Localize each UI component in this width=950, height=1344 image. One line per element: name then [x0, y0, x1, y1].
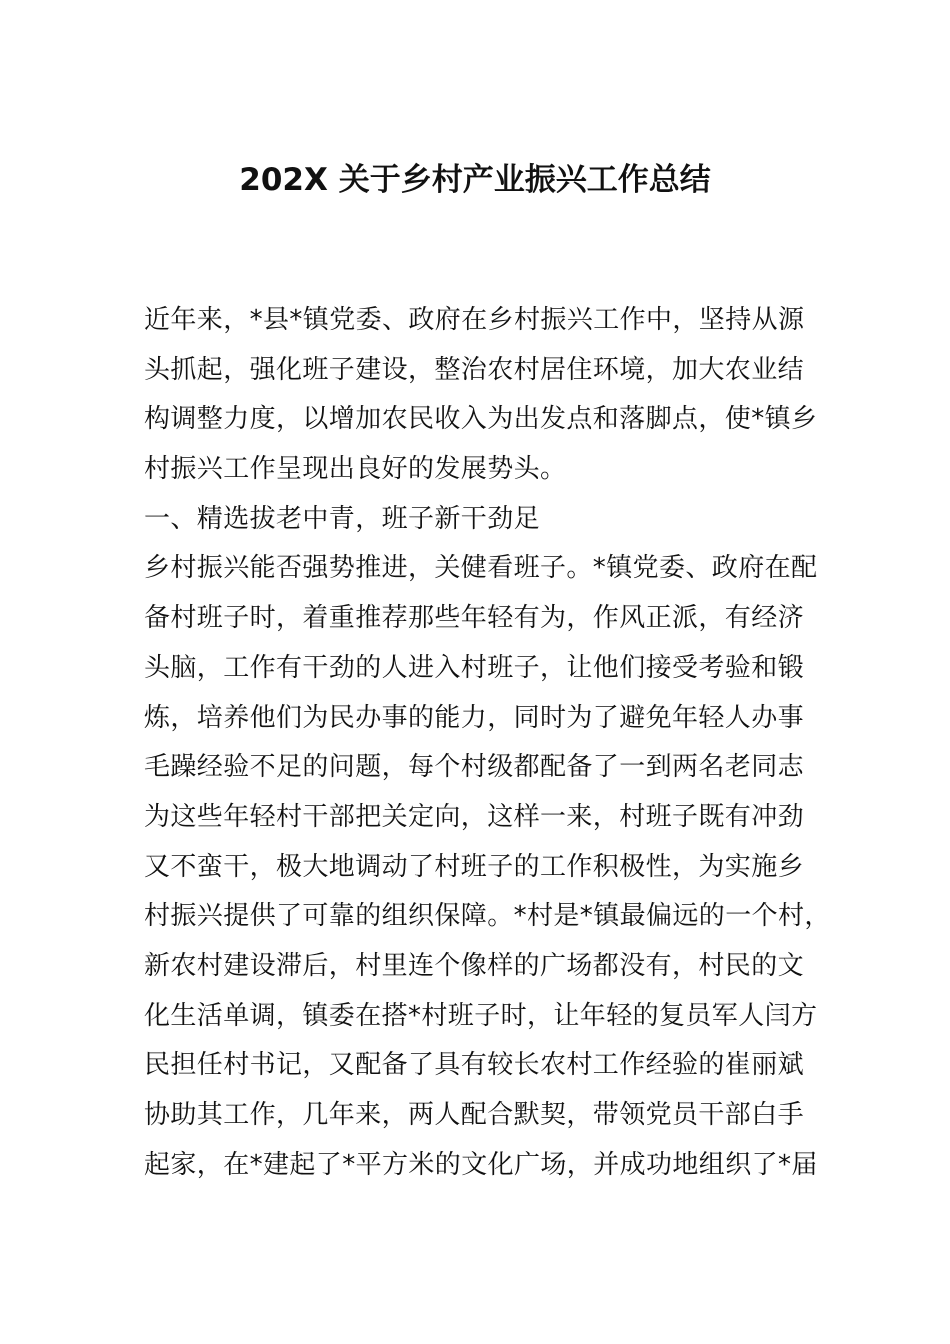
- paragraph-line: 新农村建设滞后，村里连个像样的广场都没有，村民的文: [144, 950, 805, 981]
- paragraph-line: 毛躁经验不足的问题，每个村级都配备了一到两名老同志: [144, 752, 805, 783]
- paragraph-line: 化生活单调，镇委在搭*村班子时，让年轻的复员军人闫方: [144, 1000, 818, 1031]
- paragraph-line: 又不蛮干，极大地调动了村班子的工作积极性，为实施乡: [144, 851, 805, 882]
- paragraph-line: 民担任村书记，又配备了具有较长农村工作经验的崔丽斌: [144, 1050, 805, 1081]
- paragraph-line: 村振兴提供了可靠的组织保障。*村是*镇最偏远的一个村，: [144, 901, 831, 932]
- paragraph-line: 乡村振兴能否强势推进，关健看班子。*镇党委、政府在配: [144, 553, 818, 584]
- paragraph-line: 头抓起，强化班子建设，整治农村居住环境，加大农业结: [144, 354, 805, 385]
- document-body: [144, 296, 844, 1190]
- paragraph-line: 近年来，*县*镇党委、政府在乡村振兴工作中，坚持从源: [144, 305, 805, 335]
- section-heading: 一、精选拔老中青，班子新干劲足: [144, 503, 541, 534]
- document-title: 202X 关于乡村产业振兴工作总结: [239, 162, 711, 198]
- paragraph-line: 协助其工作，几年来，两人配合默契，带领党员干部白手: [144, 1100, 805, 1130]
- paragraph-line: 村振兴工作呈现出良好的发展势头。: [144, 454, 567, 485]
- paragraph-line: 备村班子时，着重推荐那些年轻有为，作风正派，有经济: [144, 603, 805, 634]
- paragraph-line: 为这些年轻村干部把关定向，这样一来，村班子既有冲劲: [144, 801, 805, 832]
- paragraph-line: 头脑，工作有干劲的人进入村班子，让他们接受考验和锻: [144, 652, 805, 683]
- paragraph-line: 起家，在*建起了*平方米的文化广场，并成功地组织了*届: [144, 1149, 818, 1180]
- paragraph-line: 炼，培养他们为民办事的能力，同时为了避免年轻人办事: [144, 702, 805, 733]
- paragraph-line: 构调整力度，以增加农民收入为出发点和落脚点，使*镇乡: [144, 404, 818, 435]
